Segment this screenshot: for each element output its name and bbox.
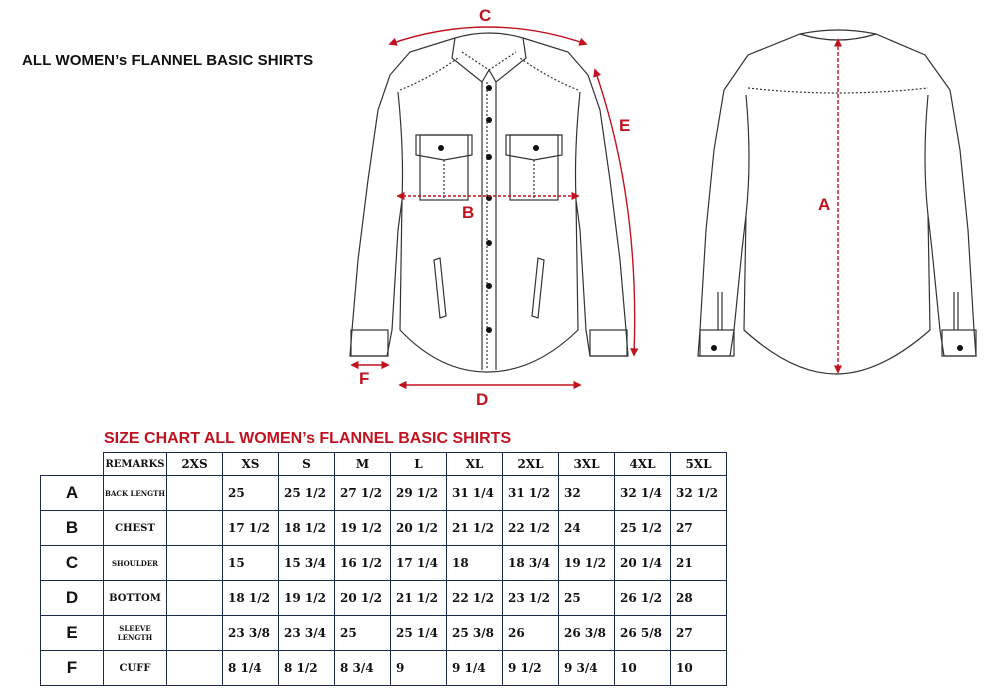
size-chart-table [40,452,727,686]
size-value-cell: 8 3/4 [335,651,391,686]
size-value-cell: 9 [391,651,447,686]
size-value-cell: 26 1/2 [615,581,671,616]
measurement-remark: CUFF [104,651,167,686]
back-shirt-drawing [698,30,976,374]
size-value-cell: 26 5/8 [615,616,671,651]
size-header: 3XL [559,453,615,476]
table-corner [41,453,104,476]
measurement-remark: CHEST [104,511,167,546]
size-value-cell [167,651,223,686]
table-row [41,581,727,616]
size-value-cell [167,476,223,511]
label-f: F [359,369,370,388]
size-value-cell: 10 [671,651,727,686]
table-row [41,616,727,651]
size-value-cell: 28 [671,581,727,616]
size-value-cell: 18 1/2 [279,511,335,546]
size-value-cell: 25 [223,476,279,511]
size-value-cell: 32 1/4 [615,476,671,511]
size-value-cell: 29 1/2 [391,476,447,511]
label-a: A [818,195,831,214]
table-header-row [41,453,727,476]
size-value-cell: 32 [559,476,615,511]
size-value-cell: 27 [671,511,727,546]
page-title: ALL WOMEN’s FLANNEL BASIC SHIRTS [22,52,314,69]
table-row [41,511,727,546]
size-value-cell: 16 1/2 [335,546,391,581]
size-header: 4XL [615,453,671,476]
measurement-remark: SLEEVE LENGTH [104,616,167,651]
label-e: E [619,116,631,135]
size-value-cell: 23 3/8 [223,616,279,651]
size-value-cell: 22 1/2 [503,511,559,546]
size-value-cell: 8 1/4 [223,651,279,686]
size-header: 5XL [671,453,727,476]
measurement-letter: D [41,581,104,616]
size-chart-body [41,476,727,686]
size-value-cell: 19 1/2 [279,581,335,616]
size-value-cell: 26 [503,616,559,651]
size-value-cell: 21 1/2 [391,581,447,616]
size-value-cell: 9 1/4 [447,651,503,686]
size-value-cell: 32 1/2 [671,476,727,511]
measurement-remark: SHOULDER [104,546,167,581]
size-value-cell: 31 1/4 [447,476,503,511]
measurement-letter: E [41,616,104,651]
remarks-header: REMARKS [104,453,167,476]
size-value-cell: 21 [671,546,727,581]
size-value-cell: 25 1/4 [391,616,447,651]
size-value-cell: 20 1/4 [615,546,671,581]
table-row [41,651,727,686]
size-header: L [391,453,447,476]
size-header: S [279,453,335,476]
size-value-cell: 22 1/2 [447,581,503,616]
size-value-cell: 15 3/4 [279,546,335,581]
size-value-cell: 24 [559,511,615,546]
size-value-cell: 25 1/2 [615,511,671,546]
size-value-cell [167,581,223,616]
size-value-cell: 25 [335,616,391,651]
measurement-letter: C [41,546,104,581]
measurement-letter: A [41,476,104,511]
measurement-remark: BOTTOM [104,581,167,616]
size-value-cell: 17 1/4 [391,546,447,581]
size-header: 2XS [167,453,223,476]
size-value-cell: 25 [559,581,615,616]
arrow-c [390,27,586,44]
size-value-cell: 27 1/2 [335,476,391,511]
size-value-cell [167,511,223,546]
size-value-cell: 19 1/2 [335,511,391,546]
size-value-cell [167,616,223,651]
size-value-cell: 9 1/2 [503,651,559,686]
size-header: M [335,453,391,476]
size-value-cell: 18 3/4 [503,546,559,581]
size-value-cell: 9 3/4 [559,651,615,686]
size-value-cell: 27 [671,616,727,651]
measurement-remark: BACK LENGTH [104,476,167,511]
front-shirt-drawing [350,33,631,372]
size-value-cell: 21 1/2 [447,511,503,546]
size-value-cell: 15 [223,546,279,581]
size-value-cell: 18 1/2 [223,581,279,616]
size-value-cell: 23 3/4 [279,616,335,651]
front-buttons [438,85,539,333]
size-value-cell: 20 1/2 [391,511,447,546]
size-value-cell: 23 1/2 [503,581,559,616]
table-row [41,476,727,511]
size-chart-title: SIZE CHART ALL WOMEN’s FLANNEL BASIC SHIRTS [104,430,512,447]
measurement-letter: B [41,511,104,546]
label-c: C [479,6,492,25]
size-value-cell: 18 [447,546,503,581]
size-value-cell: 10 [615,651,671,686]
table-row [41,546,727,581]
back-buttons [711,345,963,351]
size-value-cell [167,546,223,581]
size-header: XS [223,453,279,476]
dimension-arrows [352,27,838,385]
label-b: B [462,203,475,222]
size-value-cell: 8 1/2 [279,651,335,686]
measurement-letter: F [41,651,104,686]
size-value-cell: 19 1/2 [559,546,615,581]
size-header: XL [447,453,503,476]
size-header: 2XL [503,453,559,476]
size-value-cell: 31 1/2 [503,476,559,511]
size-value-cell: 26 3/8 [559,616,615,651]
size-value-cell: 25 1/2 [279,476,335,511]
size-value-cell: 20 1/2 [335,581,391,616]
size-value-cell: 25 3/8 [447,616,503,651]
label-d: D [476,390,489,409]
size-value-cell: 17 1/2 [223,511,279,546]
